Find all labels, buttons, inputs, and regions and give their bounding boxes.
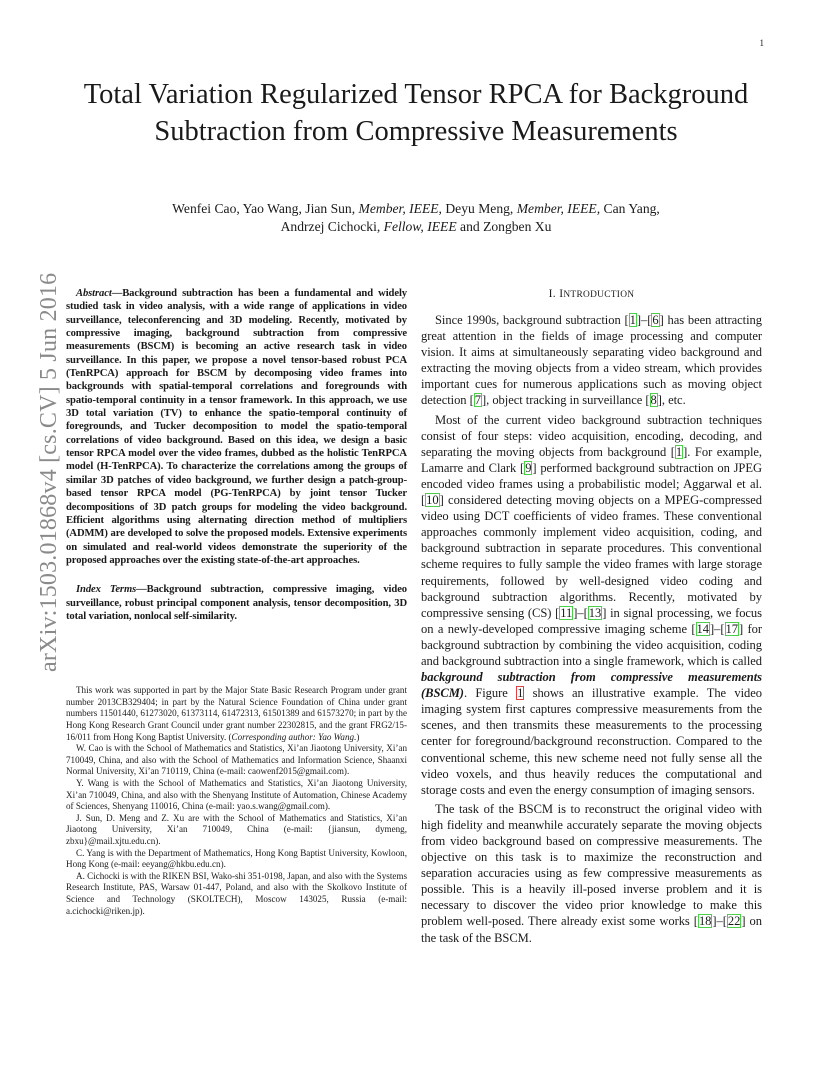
footnote-funding [66, 685, 407, 743]
text-run: J. Sun, D. Meng and Z. Xu are with the School of Mathematics and Statistics, Xi’an Jiaotong University, Xi’an 710049, China (e-mail: {jiansun, dymeng, zbxu}@mail.xjtu.edu.cn). [66, 812, 407, 846]
text-run: , etc. [661, 393, 686, 408]
text-run: for background subtraction by combining the video acquisition, coding and background subtraction into a single framework, which is called [421, 621, 762, 668]
text-run: . Figure [463, 686, 517, 701]
arxiv-identifier[interactable]: arXiv:1503.01868v4 [cs.CV] 5 Jun 2016 [36, 272, 62, 672]
right-column [421, 287, 762, 946]
footnote-affiliation [66, 848, 407, 871]
abstract [66, 287, 407, 567]
text-run: , object tracking in surveillance [486, 393, 646, 408]
text-run: – [716, 914, 723, 929]
text-run: W. Cao is with the School of Mathematics and Statistics, Xi’an Jiaotong University, Xi’an 710049, China, and also with the School of Mathematics and Information Science, Shaanxi Normal University, Xi’an 710119, China (e-mail: caowenf2015@gmail.com). [66, 743, 407, 777]
citation-link[interactable]: [ 1 ] [624, 313, 641, 327]
text-run: Most of the current video background subtraction techniques consist of four steps: video acquisition, encoding, decoding, and separating the moving objects from background [421, 412, 762, 459]
page-number: 1 [759, 38, 764, 48]
text-run: on the task of the BSCM. [421, 914, 762, 945]
text-run: – [640, 313, 648, 327]
citation-link[interactable]: [ 7 ] [470, 393, 487, 407]
footnotes [66, 685, 407, 917]
text-run: and Zongben Xu [456, 219, 552, 234]
text-run: has been attracting great attention in the fields of image processing and computer vision. It aims at simultaneously separating video background and extracting the moving objects from a video stream, which provides important cues for numerous applications such as moving object detection [421, 313, 762, 408]
index-terms [66, 583, 407, 623]
text-run: shows an illustrative example. The video imaging system first captures compressive measurements from the scenes, and then transmits these measurements to the processing center for foreground/background reconstruction. Compared to the conventional scheme, this new scheme need not fully sense all the video voxels, and thus heavily reduces the computational and storage costs and even the energy consumption of imaging sensors. [421, 686, 762, 797]
text-run: Can Yang, [600, 201, 660, 216]
citation-link[interactable]: [ 14 ] [691, 622, 714, 636]
text-run: ) [356, 731, 360, 742]
index-terms-text: Background subtraction, compressive imaging, video surveillance, robust principal component analysis, tensor decomposition, 3D total variation, nonlocal self-similarity. [66, 584, 407, 622]
text-run: – [714, 621, 721, 636]
text-run: Since 1990s, background subtraction [435, 313, 625, 327]
text-run: This work was supported in part by the Major State Basic Research Program under grant number 2013CB329404; in part by the Natural Science Foundation of China under grant numbers 11501440, 61273020, 61373114, 61472313, 61501389 and 61573270; in part by the Hong Kong Research Grant Council under grant number 22302815, and the grant FRG2/15-16/011 from Hong Kong Baptist University. ( [66, 685, 407, 742]
emphasis-term: background subtraction from compressive measurements (BSCM) [421, 670, 762, 701]
text-run: – [577, 605, 584, 620]
abstract-label: Abstract [76, 288, 112, 299]
footnote-affiliation [66, 813, 407, 848]
footnote-affiliation [66, 743, 407, 778]
text-run: A. Cichocki is with the RIKEN BSI, Wako-shi 351-0198, Japan, and also with the Systems Research Institute, PAS, Warsaw 01-447, Poland, and also with the Skolkovo Institute of Science and Technology (SKOLTECH), Moscow 143025, Russia (e-mail: a.cichocki@riken.jp). [66, 870, 407, 916]
text-run: Andrzej Cichocki, [280, 219, 384, 234]
figure-link[interactable]: 1 [517, 686, 524, 701]
paper-title: Total Variation Regularized Tensor RPCA for Background Subtraction from Compressive Measurements [83, 79, 749, 147]
italic-text: Fellow, IEEE [383, 219, 457, 234]
italic-text: Member, IEEE, [516, 201, 601, 216]
text-run: C. Yang is with the Department of Mathematics, Hong Kong Baptist University, Kowloon, Hong Kong (e-mail: eeyang@hkbu.edu.cn). [66, 847, 407, 870]
citation-link[interactable]: [ 11 ] [555, 606, 577, 620]
author-list [64, 200, 768, 236]
citation-link[interactable]: [ 9 ] [520, 461, 537, 475]
text-run: Wenfei Cao, Yao Wang, Jian Sun, [172, 201, 359, 216]
text-run: in signal processing, we focus on a newly-developed compressive imaging scheme [421, 605, 762, 636]
italic-text: Corresponding author: Yao Wang. [231, 731, 357, 742]
section-initial: I [559, 287, 564, 300]
citation-link[interactable]: [ 1 ] [671, 445, 688, 459]
footnote-affiliation [66, 778, 407, 813]
citation-link[interactable]: [ 10 ] [421, 493, 444, 507]
index-terms-separator: — [136, 584, 147, 596]
citation-link[interactable]: [ 22 ] [723, 914, 746, 928]
text-run: The task of the BSCM is to reconstruct the original video with high fidelity and meanwhile accurately separate the moving objects from video background based on compressive measurements. The objective on this task is to maximize the reconstruction and separation accuracies using as few compressive measurements as possible. This is a heavily ill-posed inverse problem and it is necessary to discover the video prior knowledge to make this problem well-posed. There already exist some works [421, 801, 762, 929]
citation-link[interactable]: [ 17 ] [720, 622, 743, 636]
italic-text: Member, IEEE, [358, 201, 442, 216]
section-title-rest: NTRODUCTION [563, 290, 635, 300]
index-terms-label: Index Terms [76, 584, 137, 596]
intro-paragraph [421, 412, 762, 798]
intro-paragraph [421, 312, 762, 409]
footnote-affiliation [66, 871, 407, 917]
text-run: Y. Wang is with the School of Mathematics and Statistics, Xi’an Jiaotong University, Xi’an 710049, China, and also with the Shenyang Institute of Automation, Chinese Academy of Sciences, Shenyang 110016, China (e-mail: yao.s.wang@gmail.com). [66, 778, 407, 812]
text-run: considered detecting moving objects on a MPEG-compressed video using DCT coefficients of video frames. These conventional approaches commonly implement video acquisition, coding, and background subtraction in separate procedures. This conventional scheme requires to fully sample the video frames with large storage requirements, followed by well-designed video coding and background subtraction algorithms. Recently, motivated by compressive sensing (CS) [421, 493, 762, 620]
citation-link[interactable]: [ 6 ] [647, 313, 664, 327]
left-column [66, 287, 407, 917]
citation-link[interactable]: [ 8 ] [645, 393, 662, 407]
text-run: performed background subtraction on JPEG encoded video frames using a probabilistic model; Aggarwal et al. [421, 460, 762, 491]
citation-link[interactable]: [ 13 ] [584, 606, 607, 620]
abstract-separator: — [111, 288, 123, 299]
section-heading [421, 287, 762, 300]
text-run: . For example, Lamarre and Clark [421, 444, 762, 475]
intro-paragraph [421, 801, 762, 946]
section-numeral: I. [548, 287, 560, 300]
text-run: Deyu Meng, [441, 201, 517, 216]
author-line-2 [64, 218, 768, 236]
abstract-text: Background subtraction has been a fundamental and widely studied task in video analysis, with a wide range of applications in video surveillance, teleconferencing and 3D modeling. Recently, motivated by compressive imaging, background subtraction from compressive measurements (BSCM) is becoming an active research task in video surveillance. In this paper, we propose a novel tensor-based robust PCA (TenRPCA) approach for BSCM by decomposing video frames into backgrounds with spatial-temporal correlations and foregrounds with spatio-temporal continuity in a tensor framework. In this approach, we use 3D total variation (TV) to enhance the spatio-temporal continuity of foregrounds, and Tucker decomposition to model the spatio-temporal correlations of video background. Based on this idea, we design a basic tensor RPCA model over the video frames, dubbed as the holistic TenRPCA model (H-TenRPCA). To characterize the correlations among the groups of similar 3D patches of video background, we further design a patch-group-based tensor RPCA model (PG-TenRPCA) by joint tensor Tucker decompositions of 3D patch groups for modeling the video background. Efficient algorithms using alternating direction method of multipliers (ADMM) are developed to solve the proposed models. Extensive experiments on simulated and real-world videos demonstrate the superiority of the proposed approaches over the existing state-of-the-art approaches. [66, 288, 407, 566]
citation-link[interactable]: [ 18 ] [694, 914, 717, 928]
author-line-1 [64, 200, 768, 218]
